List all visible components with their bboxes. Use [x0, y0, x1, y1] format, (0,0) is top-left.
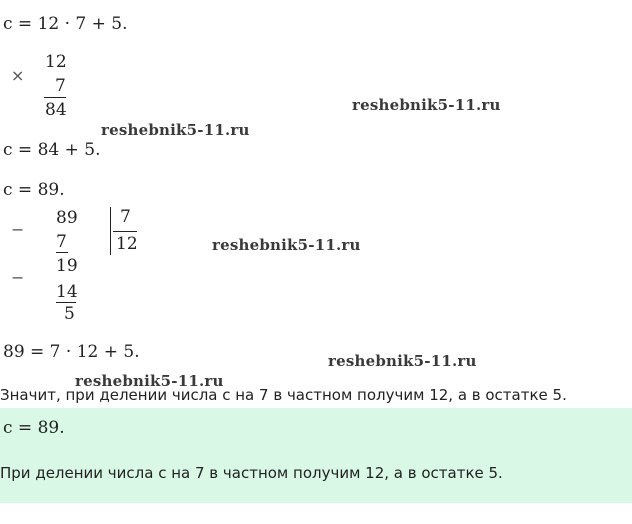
mult-factor-a: 12	[45, 52, 67, 72]
sub1-underline	[56, 252, 68, 253]
equation-line-2: c = 84 + 5.	[3, 140, 101, 160]
answer-box	[0, 408, 632, 503]
divisor: 7	[120, 207, 131, 227]
answer-value: c = 89.	[3, 418, 65, 438]
watermark: reshebnik5-11.ru	[328, 352, 477, 370]
dividend: 89	[56, 208, 78, 228]
subtrahend-2: 14	[56, 282, 78, 302]
mult-factor-b: 7	[55, 76, 66, 96]
multiply-sign: ×	[11, 66, 25, 85]
watermark: reshebnik5-11.ru	[101, 121, 250, 139]
watermark: reshebnik5-11.ru	[75, 372, 224, 390]
mult-result-line	[44, 97, 66, 98]
minus-sign: −	[11, 268, 25, 287]
conclusion-text: Значит, при делении числа c на 7 в частном получим 12, а в остатке 5.	[0, 386, 567, 404]
quotient-line	[113, 231, 137, 232]
sub2-underline	[56, 302, 76, 303]
equation-line-1: c = 12 · 7 + 5.	[3, 14, 128, 34]
watermark: reshebnik5-11.ru	[352, 96, 501, 114]
quotient: 12	[116, 234, 138, 254]
check-equation: 89 = 7 · 12 + 5.	[3, 342, 140, 362]
mult-result: 84	[45, 100, 67, 120]
final-remainder: 5	[64, 304, 75, 324]
minus-sign: −	[11, 220, 25, 239]
answer-text: При делении числа c на 7 в частном получим 12, а в остатке 5.	[0, 464, 503, 482]
watermark: reshebnik5-11.ru	[212, 236, 361, 254]
subtrahend-1: 7	[56, 232, 67, 252]
equation-line-3: c = 89.	[3, 180, 65, 200]
division-bar	[110, 207, 111, 255]
remainder-1: 19	[56, 256, 78, 276]
